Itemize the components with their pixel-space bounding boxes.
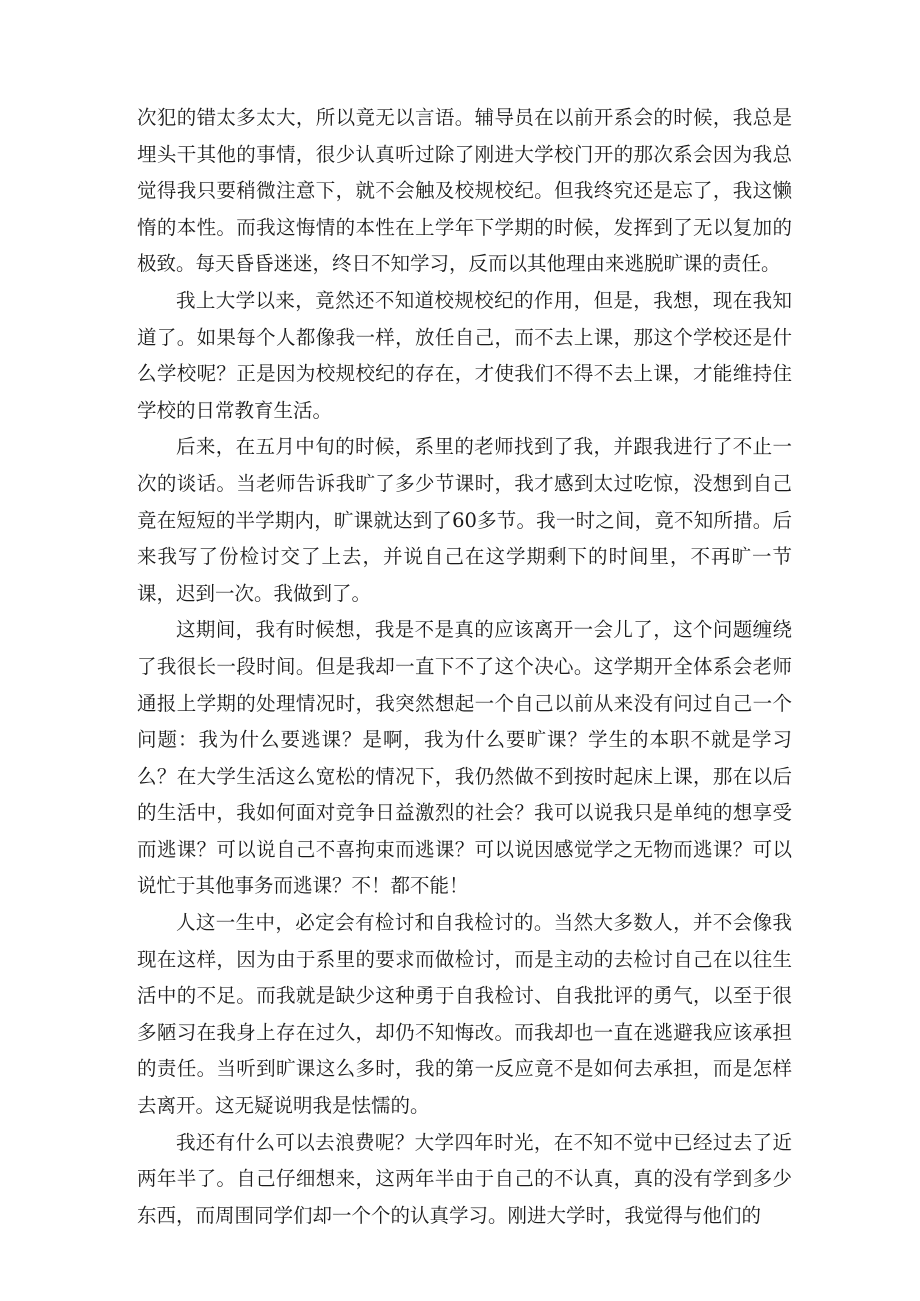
paragraph-3: 后来，在五月中旬的时候，系里的老师找到了我，并跟我进行了不止一次的谈话。当老师告诉我旷了多少节课时，我才感到太过吃惊，没想到自己竟在短短的半学期内，旷课就达到了60多节。我一时之间，竟不知所措。后来我写了份检讨交了上去，并说自己在这学期剩下的时间里，不再旷一节课，迟到一次。我做到了。: [137, 435, 792, 605]
paragraph-4: 这期间，我有时候想，我是不是真的应该离开一会儿了，这个问题缠绕了我很长一段时间。但是我却一直下不了这个决心。这学期开全体系会老师通报上学期的处理情况时，我突然想起一个自己以前从来没有问过自己一个问题：我为什么要逃课？是啊，我为什么要旷课？学生的本职不就是学习么？在大学生活这么宽松的情况下，我仍然做不到按时起床上课，那在以后的生活中，我如何面对竞争日益激烈的社会？我可以说我只是单纯的想享受而逃课？可以说自己不喜拘束而逃课？可以说因感觉学之无物而逃课？可以说忙于其他事务而逃课？不！都不能！: [137, 618, 792, 898]
document-body: [137, 100, 792, 1234]
paragraph-2: 我上大学以来，竟然还不知道校规校纪的作用，但是，我想，现在我知道了。如果每个人都像我一样，放任自己，而不去上课，那这个学校还是什么学校呢？正是因为校规校纪的存在，才使我们不得不去上课，才能维持住学校的日常教育生活。: [137, 288, 792, 422]
paragraph-6: 我还有什么可以去浪费呢？大学四年时光，在不知不觉中已经过去了近两年半了。自己仔细想来，这两年半由于自己的不认真，真的没有学到多少东西，而周围同学们却一个个的认真学习。刚进大学时，我觉得与他们的: [137, 1130, 792, 1227]
paragraph-1: 次犯的错太多太大，所以竟无以言语。辅导员在以前开系会的时候，我总是埋头干其他的事情，很少认真听过除了刚进大学校门开的那次系会因为我总觉得我只要稍微注意下，就不会触及校规校纪。但我终究还是忘了，我这懒惰的本性。而我这悔情的本性在上学年下学期的时候，发挥到了无以复加的极致。每天昏昏迷迷，终日不知学习，反而以其他理由来逃脱旷课的责任。: [137, 106, 792, 276]
paragraph-5: 人这一生中，必定会有检讨和自我检讨的。当然大多数人，并不会像我现在这样，因为由于系里的要求而做检讨，而是主动的去检讨自己在以往生活中的不足。而我就是缺少这种勇于自我检讨、自我批评的勇气，以至于很多陋习在我身上存在过久，却仍不知悔改。而我却也一直在逃避我应该承担的责任。当听到旷课这么多时，我的第一反应竟不是如何去承担，而是怎样去离开。这无疑说明我是怯懦的。: [137, 911, 792, 1118]
